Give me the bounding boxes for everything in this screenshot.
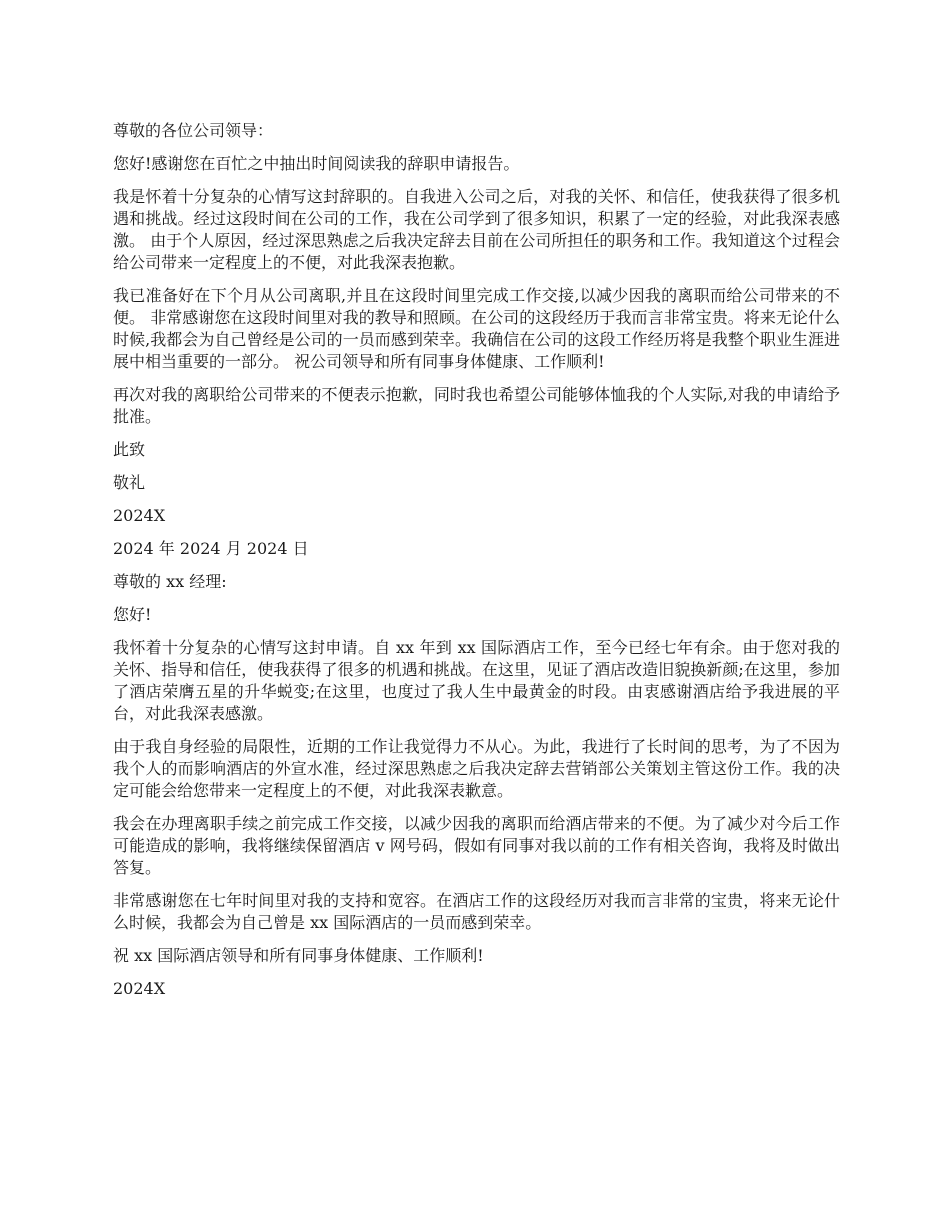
letter2-salutation: 尊敬的 xx 经理: bbox=[113, 572, 227, 591]
letter1-paragraph-1: 我是怀着十分复杂的心情写这封辞职的。自我进入公司之后，对我的关怀、和信任，使我获得了很多机遇和挑战。经过这段时间在公司的工作，我在公司学到了很多知识，积累了一定的经验，对此我深表感激。 由于个人原因，经过深思熟虑之后我决定辞去目前在公司所担任的职务和工作。我知道这个过程会给公司带来一定程度上的不便，对此我深表抱歉。 bbox=[113, 187, 840, 272]
letter1-salutation: 尊敬的各位公司领导： bbox=[113, 121, 274, 140]
letter2-paragraph-2: 由于我自身经验的局限性，近期的工作让我觉得力不从心。为此，我进行了长时间的思考，为了不因为我个人的而影响酒店的外宣水准，经过深思熟虑之后我决定辞去营销部公关策划主管这份工作。我的决定可能会给您带来一定程度上的不便，对此我深表歉意。 bbox=[113, 737, 840, 800]
letter2-signature: 2024X bbox=[113, 979, 166, 998]
letter2-paragraph-4: 非常感谢您在七年时间里对我的支持和宽容。在酒店工作的这段经历对我而言非常的宝贵，将来无论什么时候，我都会为自己曾是 xx 国际酒店的一员而感到荣幸。 bbox=[113, 891, 840, 932]
letter1-signature: 2024X bbox=[113, 506, 166, 525]
letter2-wishes: 祝 xx 国际酒店领导和所有同事身体健康、工作顺利! bbox=[113, 946, 484, 965]
letter2-paragraph-3: 我会在办理离职手续之前完成工作交接，以减少因我的离职而给酒店带来的不便。为了减少对今后工作可能造成的影响，我将继续保留酒店 v 网号码，假如有同事对我以前的工作有相关咨询，我将及时做出答复。 bbox=[113, 814, 840, 877]
letter1-paragraph-3: 再次对我的离职给公司带来的不便表示抱歉，同时我也希望公司能够体恤我的个人实际,对我的申请给予批准。 bbox=[113, 385, 840, 426]
letter1-date: 2024 年 2024 月 2024 日 bbox=[113, 539, 309, 558]
letter1-closing-2: 敬礼 bbox=[113, 473, 146, 492]
letter2-greeting: 您好! bbox=[113, 605, 152, 624]
letter1-paragraph-2: 我已准备好在下个月从公司离职,并且在这段时间里完成工作交接,以减少因我的离职而给公司带来的不便。 非常感谢您在这段时间里对我的教导和照顾。在公司的这段经历于我而言非常宝贵。将来无论什么时候,我都会为自己曾经是公司的一员而感到荣幸。我确信在公司的这段工作经历将是我整个职业生涯进展中相当重要的一部分。 祝公司领导和所有同事身体健康、工作顺利! bbox=[113, 286, 840, 371]
document-page bbox=[113, 120, 840, 1011]
letter1-closing-1: 此致 bbox=[113, 440, 146, 459]
letter1-greeting: 您好!感谢您在百忙之中抽出时间阅读我的辞职申请报告。 bbox=[113, 154, 520, 173]
letter2-paragraph-1: 我怀着十分复杂的心情写这封申请。自 xx 年到 xx 国际酒店工作，至今已经七年有余。由于您对我的关怀、指导和信任，使我获得了很多的机遇和挑战。在这里，见证了酒店改造旧貌换新颜;在这里，参加了酒店荣膺五星的升华蜕变;在这里，也度过了我人生中最黄金的时段。由衷感谢酒店给予我进展的平台，对此我深表感激。 bbox=[113, 638, 840, 723]
